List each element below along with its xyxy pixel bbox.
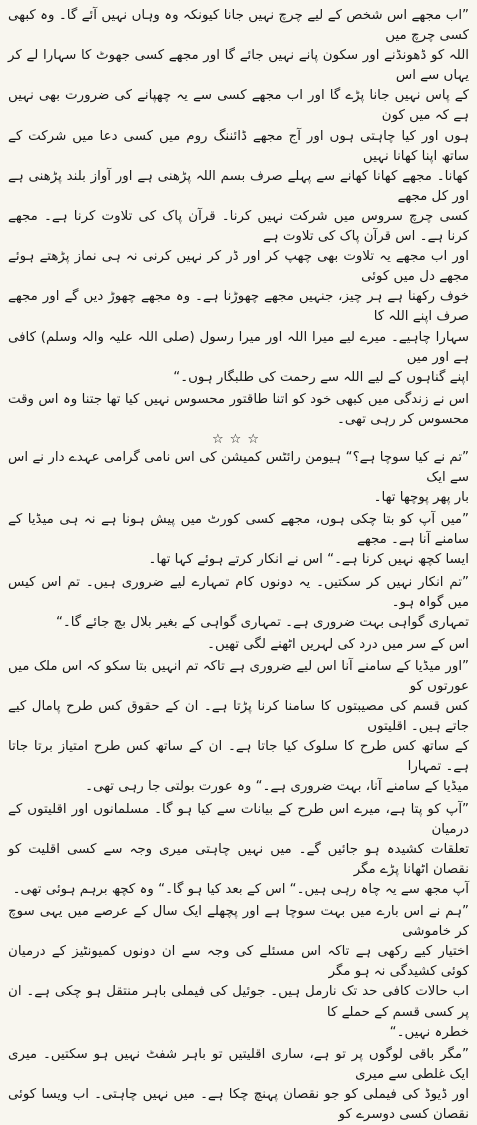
paragraph-10: ”مگر باقی لوگوں پر تو ہے، ساری اقلیتیں تو باہر شفٹ نہیں ہو سکتیں۔ میری ایک غلطی سے میری اور ڈیوڈ کی فیملی کو جو نقصان پہنچ چکا ہے۔ میں نہیں چاہتی۔ اب ویسا کوئی نقصان کسی دوسرے کو [8, 1046, 469, 1122]
paragraph-2: اس نے زندگی میں کبھی خود کو اتنا طاقتور محسوس نہیں کیا تھا جتنا وہ اس وقت محسوس کر رہی تھی۔ [8, 391, 469, 427]
paragraph-8: ”آپ کو پتا ہے، میرے اس طرح کے بیانات سے کیا ہو گا۔ مسلمانوں اور اقلیتوں کے درمیان تعلقات کشیدہ ہو جائیں گے۔ میں نہیں چاہتی میری وجہ سے کسی اقلیت کو نقصان اٹھانا پڑے مگر آپ مجھ سے یہ چاہ رہی ہیں۔“ اس کے بعد کیا ہو گا۔“ وہ کچھ برہم ہوئی تھی۔ [8, 801, 469, 897]
section-divider-stars: ☆☆☆ [212, 431, 265, 447]
paragraph-4: ”میں آپ کو بتا چکی ہوں، مجھے کسی کورٹ میں پیش ہونا ہے نہ ہی میڈیا کے سامنے آنا ہے۔ مجھے ایسا کچھ نہیں کرنا ہے۔“ اس نے انکار کرتے ہوئے کہا تھا۔ [8, 512, 469, 568]
paragraph-9: ”ہم نے اس بارے میں بہت سوچا ہے اور پچھلے ایک سال کے عرصے میں یہی سوچ کر خاموشی اختیار کیے رکھی ہے تاکہ اس مسئلے کی وجہ سے ان دونوں کمیونٹیز کے درمیان کوئی کشیدگی نہ ہو مگر اب حالات کافی حد تک نارمل ہیں۔ جوئیل کی فیملی باہر منتقل ہو چکی ہے۔ ان پر کسی قسم کے حملے کا خطرہ نہیں۔“ [8, 904, 469, 1040]
paragraph-7: ”اور میڈیا کے سامنے آنا اس لیے ضروری ہے تاکہ تم انہیں بتا سکو کہ اس ملک میں عورتوں کو کس قسم کی مصیبتوں کا سامنا کرنا پڑتا ہے۔ ان کے حقوق کس طرح پامال کیے جاتے ہیں۔ اقلیتوں کے ساتھ کس طرح کا سلوک کیا جاتا ہے۔ ان کے ساتھ کس طرح امتیاز برتا جاتا ہے۔ تمہارا میڈیا کے سامنے آنا، بہت ضروری ہے۔“ وہ عورت بولتی جا رہی تھی۔ [8, 658, 469, 795]
page-bottom-edge [0, 794, 477, 800]
paragraph-1: ”اب مجھے اس شخص کے لیے چرچ نہیں جانا کیونکہ وہ وہاں نہیں آئے گا۔ وہ کبھی کسی چرچ میں اللہ کو ڈھونڈنے اور سکون پانے نہیں جائے گا اور مجھے کسی جھوٹ کا سہارا لے کر یہاں سے اس کے پاس نہیں جانا پڑے گا اور اب مجھے کسی سے یہ چھپانے کی ضرورت بھی نہیں ہے کہ میں کون ہوں اور کیا چاہتی ہوں اور آج مجھے ڈائننگ روم میں کسی دعا میں شرکت کے ساتھ اپنا کھانا نہیں کھانا۔ مجھے کھانا کھانے سے پہلے صرف بسم اللہ پڑھنی ہے اور آواز بلند پڑھنی ہے اور کل مجھے کسی چرچ سروس میں شرکت نہیں کرنا۔ قرآن پاک کی تلاوت کرنا ہے۔ مجھے کرنا ہے۔ اس قرآن پاک کی تلاوت ہے اور اب مجھے یہ تلاوت بھی چھپ کر اور ڈر کر نہیں کرنی نہ ہی نماز پڑھتے ہوئے مجھے دل میں کوئی خوف رکھنا ہے ہر چیز، جنہیں مجھے چھوڑنا ہے۔ وہ مجھے چھوڑ دیں گے اور مجھے صرف اپنے اللہ کا سہارا چاہیے۔ میرے لیے میرا اللہ اور میرا رسول (صلی اللہ علیہ والہ وسلم) کافی ہے اور میں اپنے گناہوں کے لیے اللہ سے رحمت کی طلبگار ہوں۔“ [8, 8, 469, 385]
paragraph-5: ”تم انکار نہیں کر سکتیں۔ یہ دونوں کام تمہارے لیے ضروری ہیں۔ تم اس کیس میں گواہ ہو۔ تمہاری گواہی بہت ضروری ہے۔ تمہاری گواہی کے بغیر بلال بچ جائے گا۔“ [8, 574, 469, 630]
paragraph-6: اس کے سر میں درد کی لہریں اٹھنے لگی تھیں۔ [207, 636, 469, 652]
paragraph-3: ”تم نے کیا سوچا ہے؟“ ہیومن رائٹس کمیشن کی اس نامی گرامی عہدے دار نے اس سے ایک بار پھر پوچھا تھا۔ [8, 449, 469, 506]
